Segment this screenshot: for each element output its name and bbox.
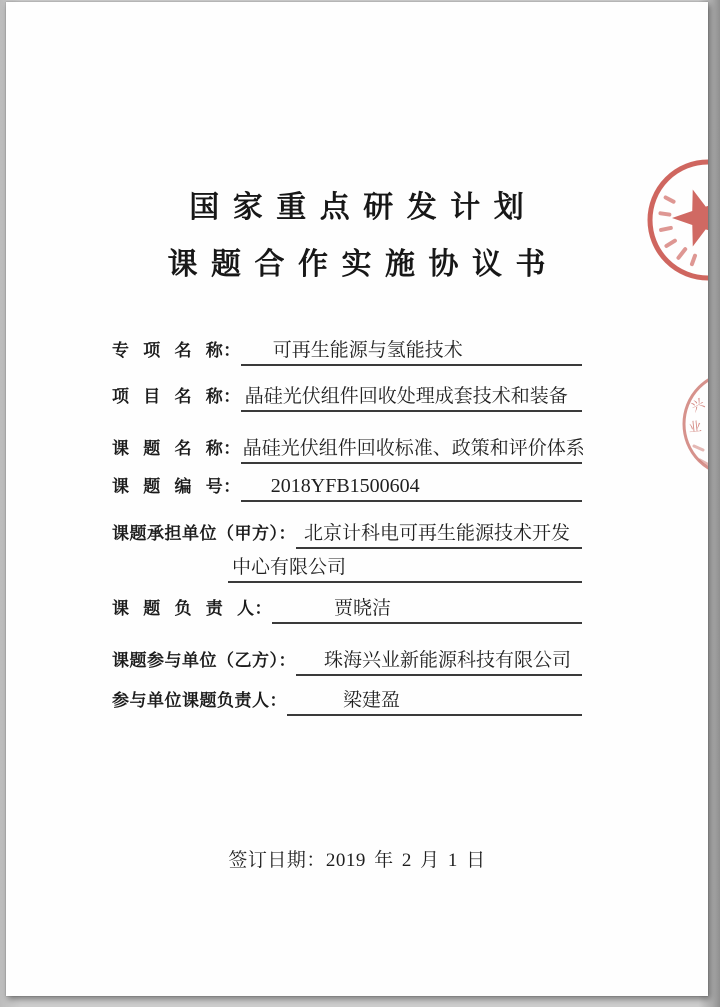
field-value-participant-leader: 梁建盈 <box>287 687 582 716</box>
seal-partial-char: 业 <box>687 418 703 435</box>
field-row-lead-unit <box>112 519 582 549</box>
field-label-special-name: 专 项 名 称： <box>112 341 241 360</box>
field-label-participant-leader: 参与单位课题负责人： <box>112 691 287 710</box>
document-title-line2: 课 题 合 作 实 施 协 议 书 <box>167 248 547 281</box>
field-row-special-name <box>112 336 582 366</box>
field-row-participant-leader <box>112 686 582 716</box>
field-value-topic-number: 2018YFB1500604 <box>241 473 582 502</box>
field-row-lead-unit-line2 <box>228 554 582 583</box>
field-value-topic-name: 晶硅光伏组件回收标准、政策和评价体系 <box>241 435 582 464</box>
field-value-topic-leader: 贾晓洁 <box>272 595 582 624</box>
seal-arc-text-marks <box>694 446 708 465</box>
company-seal-partial-stamp <box>670 368 708 498</box>
field-row-topic-leader <box>112 594 582 624</box>
field-value-special-name: 可再生能源与氢能技术 <box>241 337 582 366</box>
seal-partial-char: 兴 <box>688 395 707 415</box>
field-label-topic-number: 课 题 编 号： <box>112 477 241 496</box>
field-value-project-name: 晶硅光伏组件回收处理成套技术和装备 <box>241 383 582 412</box>
field-label-topic-name: 课 题 名 称： <box>112 439 241 458</box>
field-label-participant-unit: 课题参与单位（乙方）： <box>112 651 296 670</box>
field-value-participant-unit: 珠海兴业新能源科技有限公司 <box>296 647 582 676</box>
field-value-lead-unit: 北京计科电可再生能源技术开发 <box>296 520 582 549</box>
sign-date: 签订日期：2019 年 2 月 1 日 <box>228 850 486 871</box>
field-row-participant-unit <box>112 646 582 676</box>
document-title <box>6 179 708 293</box>
field-value-lead-unit-line2: 中心有限公司 <box>228 554 582 583</box>
field-label-topic-leader: 课 题 负 责 人： <box>112 599 272 618</box>
field-row-topic-name <box>112 434 585 464</box>
document-page <box>6 2 708 996</box>
field-label-project-name: 项 目 名 称： <box>112 387 241 406</box>
field-row-topic-number <box>112 472 582 502</box>
document-title-line1: 国 家 重 点 研 发 计 划 <box>189 191 525 224</box>
field-label-lead-unit: 课题承担单位（甲方）： <box>112 524 296 543</box>
field-row-project-name <box>112 382 582 412</box>
